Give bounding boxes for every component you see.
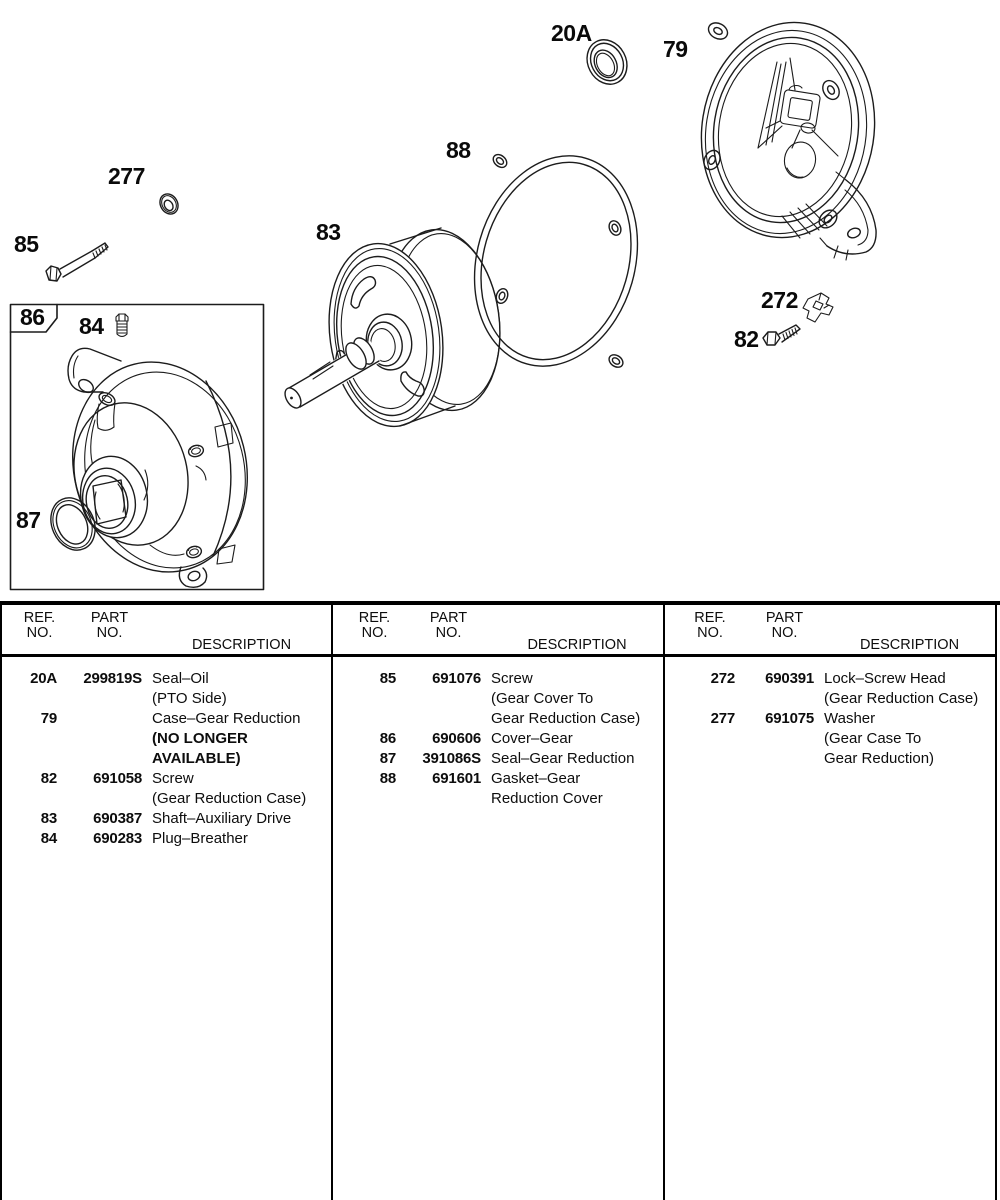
part-no-cell bbox=[735, 689, 814, 709]
description-cell: Washer bbox=[824, 710, 876, 727]
ref-no-cell: 272 bbox=[710, 670, 735, 687]
case-lower-flange bbox=[820, 172, 876, 260]
table-row bbox=[2, 829, 331, 849]
ref-no-cell: 20A bbox=[30, 670, 57, 687]
header-ref-no: REF. NO. bbox=[694, 610, 726, 641]
table-row-continuation bbox=[2, 789, 331, 809]
table-row-continuation bbox=[2, 689, 331, 709]
screw-threads bbox=[93, 245, 107, 258]
header-ref-no: REF. NO. bbox=[358, 610, 391, 641]
ref-no-cell: 86 bbox=[379, 730, 396, 747]
part-no-cell: 690283 bbox=[93, 830, 142, 847]
table-row-continuation bbox=[665, 749, 995, 769]
description-cell: (Gear Reduction Case) bbox=[824, 690, 979, 707]
description-cell: Gear Reduction Case) bbox=[491, 710, 641, 727]
callout-box-86 bbox=[11, 305, 264, 590]
part-no-cell: 691601 bbox=[432, 770, 481, 787]
header-ref-no: REF. NO. bbox=[23, 610, 56, 641]
table-body bbox=[665, 657, 995, 769]
part-no-cell: 690606 bbox=[432, 730, 481, 747]
ref-no-cell bbox=[665, 689, 735, 709]
description-cell: (Gear Case To bbox=[824, 730, 922, 747]
part-no-cell: 691076 bbox=[432, 670, 481, 687]
table-row bbox=[665, 709, 995, 729]
ref-no-cell bbox=[2, 729, 57, 749]
lock-screw-head-drawing bbox=[803, 293, 833, 322]
ref-no-cell bbox=[333, 689, 396, 709]
part-label-79: 79 bbox=[663, 36, 688, 62]
table-row-continuation bbox=[665, 689, 995, 709]
description-cell: Case–Gear Reduction bbox=[152, 710, 301, 727]
table-row bbox=[333, 729, 663, 749]
ref-no-cell bbox=[665, 729, 735, 749]
description-cell: (Gear Cover To bbox=[491, 690, 594, 707]
table-row bbox=[2, 769, 331, 789]
table-row-continuation bbox=[333, 689, 663, 709]
part-label-277: 277 bbox=[108, 163, 145, 189]
part-no-cell bbox=[735, 749, 814, 769]
ref-no-cell bbox=[333, 789, 396, 809]
table-row bbox=[2, 709, 331, 729]
washer-gear-case-drawing bbox=[156, 191, 181, 218]
plug-breather-drawing bbox=[116, 314, 128, 337]
part-label-86: 86 bbox=[20, 304, 45, 330]
description-cell: Reduction Cover bbox=[491, 790, 603, 807]
parts-list-table bbox=[0, 601, 1000, 1200]
gasket-gear-reduction-cover-drawing bbox=[451, 136, 662, 385]
description-cell: AVAILABLE) bbox=[152, 750, 241, 767]
description-cell: Lock–Screw Head bbox=[824, 670, 946, 687]
part-no-cell bbox=[57, 709, 142, 729]
description-cell: Seal–Gear Reduction bbox=[491, 750, 635, 767]
part-label-83: 83 bbox=[316, 219, 341, 245]
description-cell: (NO LONGER bbox=[152, 730, 248, 747]
screw-threads bbox=[783, 328, 797, 340]
parts-table-section bbox=[0, 605, 333, 1200]
part-label-20A: 20A bbox=[551, 20, 592, 46]
part-label-82: 82 bbox=[734, 326, 759, 352]
description-cell: (PTO Side) bbox=[152, 690, 227, 707]
header-part-no: PART NO. bbox=[765, 610, 804, 641]
description-cell: Screw bbox=[491, 670, 533, 687]
ref-no-cell: 79 bbox=[40, 710, 57, 727]
ref-no-cell: 85 bbox=[379, 670, 396, 687]
part-no-cell bbox=[396, 709, 481, 729]
part-no-cell: 691075 bbox=[765, 710, 814, 727]
part-no-cell bbox=[57, 689, 142, 709]
part-no-cell: 391086S bbox=[422, 750, 481, 767]
ref-no-cell: 87 bbox=[379, 750, 396, 767]
part-no-cell bbox=[57, 789, 142, 809]
screw-gear-reduction-case-drawing bbox=[763, 325, 800, 345]
ref-no-cell: 277 bbox=[710, 710, 735, 727]
description-cell: Plug–Breather bbox=[152, 830, 248, 847]
header-description: DESCRIPTION bbox=[527, 637, 627, 653]
part-label-272: 272 bbox=[761, 287, 798, 313]
table-row bbox=[333, 669, 663, 689]
part-no-cell bbox=[735, 729, 814, 749]
part-no-cell: 299819S bbox=[83, 670, 142, 687]
description-cell: Gasket–Gear bbox=[491, 770, 581, 787]
description-cell: (Gear Reduction Case) bbox=[152, 790, 307, 807]
parts-table-section bbox=[333, 605, 665, 1200]
description-cell: Screw bbox=[152, 770, 194, 787]
table-row bbox=[2, 669, 331, 689]
ref-no-cell: 82 bbox=[40, 770, 57, 787]
part-label-88: 88 bbox=[446, 137, 471, 163]
part-no-cell: 690387 bbox=[93, 810, 142, 827]
part-label-84: 84 bbox=[79, 313, 104, 339]
part-no-cell bbox=[57, 749, 142, 769]
header-part-no: PART NO. bbox=[90, 610, 129, 641]
part-no-cell bbox=[396, 789, 481, 809]
part-no-cell: 690391 bbox=[765, 670, 814, 687]
table-header bbox=[333, 605, 663, 657]
description-cell: Seal–Oil bbox=[152, 670, 209, 687]
table-row bbox=[2, 809, 331, 829]
part-label-87: 87 bbox=[16, 507, 41, 533]
table-row-continuation bbox=[2, 729, 331, 749]
table-row bbox=[333, 749, 663, 769]
cover-hub-socket bbox=[73, 450, 155, 544]
description-cell: Gear Reduction) bbox=[824, 750, 935, 767]
ref-no-cell: 83 bbox=[40, 810, 57, 827]
part-label-85: 85 bbox=[14, 231, 39, 257]
ref-no-cell bbox=[2, 749, 57, 769]
part-no-cell bbox=[57, 729, 142, 749]
cover-top-ear bbox=[68, 348, 121, 395]
part-no-cell: 691058 bbox=[93, 770, 142, 787]
description-cell: Shaft–Auxiliary Drive bbox=[152, 810, 292, 827]
description-cell: Cover–Gear bbox=[491, 730, 573, 747]
header-description: DESCRIPTION bbox=[859, 637, 960, 653]
ref-no-cell bbox=[333, 709, 396, 729]
table-header bbox=[665, 605, 995, 657]
table-row bbox=[333, 769, 663, 789]
ref-no-cell: 88 bbox=[379, 770, 396, 787]
cover-bolt-holes bbox=[185, 444, 204, 560]
ref-no-cell bbox=[2, 689, 57, 709]
table-row-continuation bbox=[333, 789, 663, 809]
case-gear-reduction-drawing bbox=[686, 10, 890, 260]
parts-table-section bbox=[665, 605, 997, 1200]
table-row-continuation bbox=[2, 749, 331, 769]
table-row-continuation bbox=[665, 729, 995, 749]
table-row bbox=[665, 669, 995, 689]
ref-no-cell bbox=[665, 749, 735, 769]
header-description: DESCRIPTION bbox=[191, 637, 292, 653]
cover-gear-drawing bbox=[51, 343, 269, 590]
shaft-auxiliary-drive-drawing bbox=[281, 219, 511, 434]
header-part-no: PART NO. bbox=[429, 610, 468, 641]
part-no-cell bbox=[396, 689, 481, 709]
screw-gear-cover-drawing bbox=[46, 243, 108, 281]
ref-no-cell bbox=[2, 789, 57, 809]
ref-no-cell: 84 bbox=[40, 830, 57, 847]
table-body bbox=[2, 657, 331, 849]
table-body bbox=[333, 657, 663, 809]
table-row-continuation bbox=[333, 709, 663, 729]
table-header bbox=[2, 605, 331, 657]
